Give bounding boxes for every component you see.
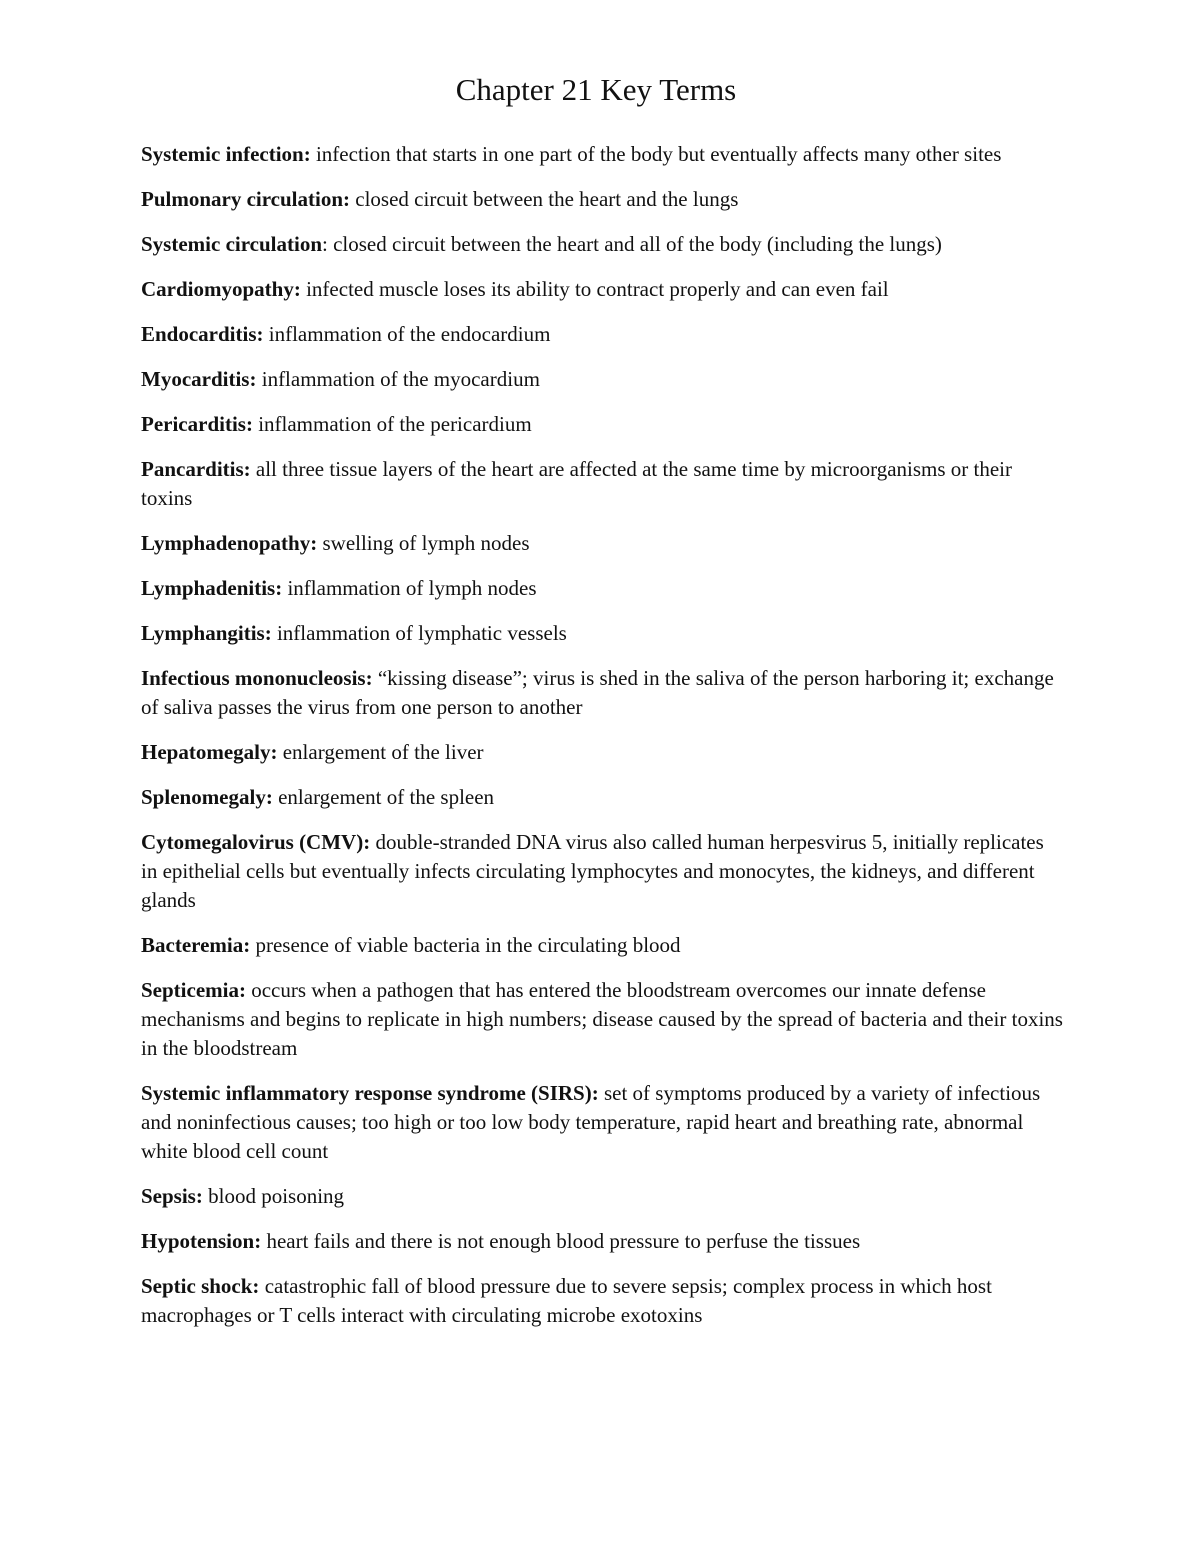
term-entry [141, 574, 1065, 603]
term-definition: swelling of lymph nodes [317, 531, 530, 555]
term-entry [141, 1079, 1065, 1166]
term-name: Pericarditis: [141, 412, 253, 436]
term-entry [141, 140, 1065, 169]
term-entry [141, 529, 1065, 558]
term-definition: closed circuit between the heart and the lungs [350, 187, 739, 211]
term-name: Pulmonary circulation: [141, 187, 351, 211]
term-name: Hypotension: [141, 1229, 262, 1253]
term-name: Systemic inflammatory response syndrome (SIRS): [141, 1081, 599, 1105]
term-definition: blood poisoning [202, 1184, 345, 1208]
term-name: Cytomegalovirus (CMV): [141, 830, 371, 854]
term-definition: infected muscle loses its ability to contract properly and can even fail [300, 277, 889, 301]
term-name: Endocarditis: [141, 322, 264, 346]
term-entry [141, 619, 1065, 648]
term-definition: inflammation of the myocardium [256, 367, 540, 391]
term-entry [141, 185, 1065, 214]
term-entry [141, 320, 1065, 349]
term-entry [141, 275, 1065, 304]
term-name: Lymphangitis: [141, 621, 272, 645]
term-name: Septicemia: [141, 978, 246, 1002]
term-definition: inflammation of lymph nodes [282, 576, 537, 600]
term-entry [141, 828, 1065, 915]
term-definition: occurs when a pathogen that has entered the bloodstream overcomes our innate defense mechanisms and begins to replicate in high numbers; disease caused by the spread of bacteria and their toxins in the bloodstream [141, 978, 1063, 1060]
term-definition: set of symptoms produced by a variety of infectious and noninfectious causes; too high or too low body temperature, rapid heart and breathing rate, abnormal white blood cell count [141, 1081, 1041, 1163]
term-entry [141, 1227, 1065, 1256]
term-name: Systemic circulation [141, 232, 323, 256]
term-definition: presence of viable bacteria in the circulating blood [250, 933, 681, 957]
term-entry [141, 976, 1065, 1063]
term-definition: enlargement of the liver [277, 740, 484, 764]
term-definition: enlargement of the spleen [272, 785, 495, 809]
term-name: Sepsis: [141, 1184, 203, 1208]
term-definition: inflammation of lymphatic vessels [271, 621, 567, 645]
term-name: Myocarditis: [141, 367, 257, 391]
term-entry [141, 738, 1065, 767]
term-entry [141, 1182, 1065, 1211]
term-entry [141, 783, 1065, 812]
term-name: Lymphadenopathy: [141, 531, 318, 555]
term-entry [141, 455, 1065, 513]
term-name: Infectious mononucleosis: [141, 666, 373, 690]
term-definition: heart fails and there is not enough blood pressure to perfuse the tissues [261, 1229, 861, 1253]
term-entry [141, 230, 1065, 259]
term-definition: infection that starts in one part of the body but eventually affects many other sites [310, 142, 1002, 166]
term-entry [141, 410, 1065, 439]
term-name: Bacteremia: [141, 933, 251, 957]
term-name: Splenomegaly: [141, 785, 273, 809]
term-entry [141, 664, 1065, 722]
term-definition: “kissing disease”; virus is shed in the saliva of the person harboring it; exchange of saliva passes the virus from one person to another [141, 666, 1054, 719]
term-entry [141, 1272, 1065, 1330]
term-definition: : closed circuit between the heart and all of the body (including the lungs) [322, 232, 942, 256]
term-definition: inflammation of the endocardium [263, 322, 551, 346]
term-entry [141, 365, 1065, 394]
term-definition: catastrophic fall of blood pressure due to severe sepsis; complex process in which host macrophages or T cells interact with circulating microbe exotoxins [141, 1274, 992, 1327]
term-name: Pancarditis: [141, 457, 251, 481]
term-name: Cardiomyopathy: [141, 277, 301, 301]
term-name: Hepatomegaly: [141, 740, 278, 764]
term-name: Systemic infection: [141, 142, 311, 166]
term-definition: double-stranded DNA virus also called human herpesvirus 5, initially replicates in epithelial cells but eventually infects circulating lymphocytes and monocytes, the kidneys, and different glands [141, 830, 1044, 912]
terms-list [141, 140, 1065, 1346]
term-entry [141, 931, 1065, 960]
term-name: Septic shock: [141, 1274, 260, 1298]
term-definition: inflammation of the pericardium [252, 412, 532, 436]
term-name: Lymphadenitis: [141, 576, 283, 600]
term-definition: all three tissue layers of the heart are affected at the same time by microorganisms or their toxins [141, 457, 1013, 510]
page-title: Chapter 21 Key Terms [455, 72, 737, 107]
